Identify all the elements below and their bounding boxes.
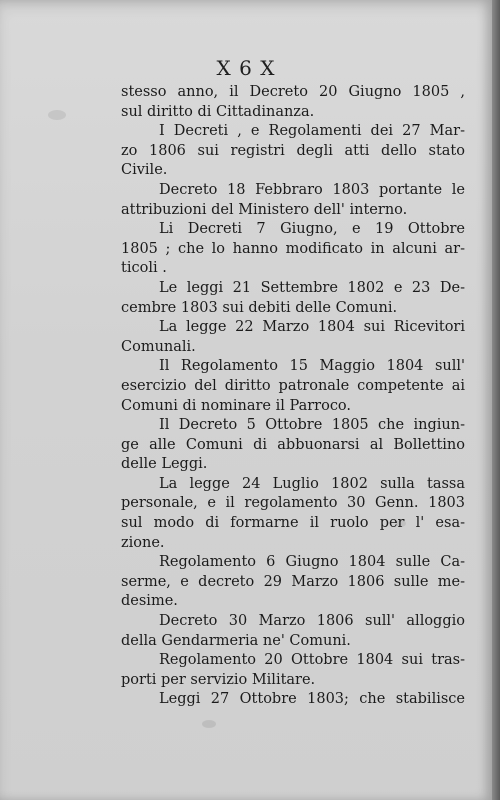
text-line: sul diritto di Cittadinanza. bbox=[121, 103, 315, 120]
text-line: della Gendarmeria ne' Comuni. bbox=[121, 632, 351, 649]
text-line: stesso anno, il Decreto 20 Giugno 1805 , bbox=[121, 84, 465, 100]
text-line: Il Regolamento 15 Maggio 1804 sull' bbox=[159, 358, 465, 375]
text-line: sul modo di formarne il ruolo per l' esa- bbox=[121, 515, 465, 532]
text-line: desime. bbox=[121, 593, 178, 610]
text-line: I Decreti , e Regolamenti dei 27 Mar- bbox=[159, 123, 465, 140]
text-line: personale, e il regolamento 30 Genn. 1803 bbox=[121, 495, 465, 512]
text-line: Il Decreto 5 Ottobre 1805 che ingiun- bbox=[159, 417, 465, 434]
text-line: serme, e decreto 29 Marzo 1806 sulle me- bbox=[121, 573, 465, 590]
text-line: porti per servizio Militare. bbox=[121, 671, 316, 688]
text-line: delle Leggi. bbox=[121, 456, 208, 473]
text-line: esercizio del diritto patronale competente ai bbox=[121, 377, 465, 394]
text-line: ticoli . bbox=[121, 260, 167, 277]
text-line: Regolamento 6 Giugno 1804 sulle Ca- bbox=[159, 554, 465, 571]
text-line: Decreto 30 Marzo 1806 sull' alloggio bbox=[159, 613, 465, 630]
paper-stain bbox=[48, 110, 66, 120]
page-edge bbox=[492, 0, 500, 800]
text-line: cembre 1803 sui debiti delle Comuni. bbox=[121, 299, 398, 316]
text-line: Le leggi 21 Settembre 1802 e 23 De- bbox=[159, 279, 465, 296]
page-text bbox=[121, 83, 465, 710]
text-line: La legge 24 Luglio 1802 sulla tassa bbox=[159, 475, 465, 492]
text-line: zo 1806 sui registri degli atti dello stato bbox=[121, 142, 465, 159]
text-line: 1805 ; che lo hanno modificato in alcuni ar- bbox=[121, 240, 465, 257]
text-line: Li Decreti 7 Giugno, e 19 Ottobre bbox=[159, 221, 465, 238]
text-line: Leggi 27 Ottobre 1803; che stabilisce bbox=[159, 691, 465, 708]
text-line: La legge 22 Marzo 1804 sui Ricevitori bbox=[159, 319, 465, 336]
text-line: Comunali. bbox=[121, 338, 196, 355]
text-line: zione. bbox=[121, 534, 165, 551]
text-line: Civile. bbox=[121, 162, 168, 179]
paper-stain bbox=[202, 720, 216, 728]
page-header: X 6 X bbox=[216, 56, 276, 80]
text-line: Comuni di nominare il Parroco. bbox=[121, 397, 352, 414]
text-line: ge alle Comuni di abbuonarsi al Bollettino bbox=[121, 436, 465, 453]
text-line: Regolamento 20 Ottobre 1804 sui tras- bbox=[159, 652, 465, 669]
text-line: attribuzioni del Ministero dell' interno. bbox=[121, 201, 408, 218]
text-line: Decreto 18 Febbraro 1803 portante le bbox=[159, 181, 465, 198]
